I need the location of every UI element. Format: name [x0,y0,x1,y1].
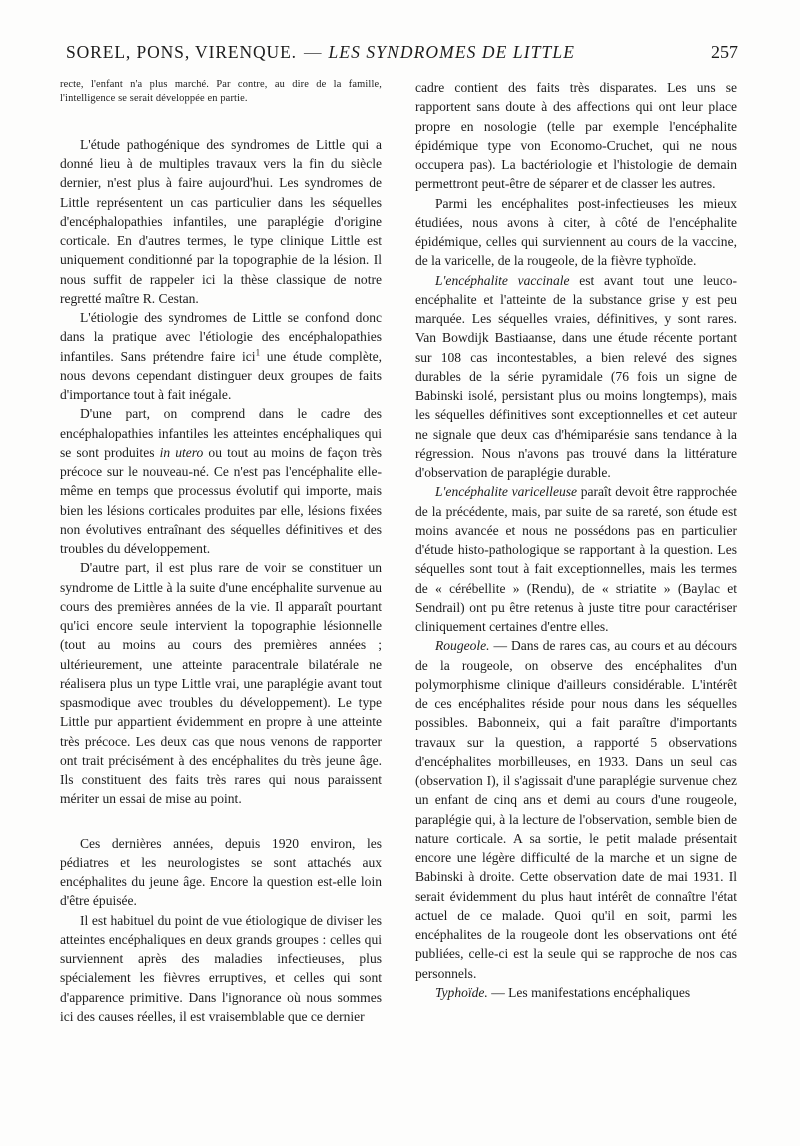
footnote-marker: 1 [255,347,261,358]
page-number: 257 [711,42,738,62]
paragraph-continuation: cadre contient des faits très disparates. Les uns se rapportent sans doute à des affections qui ont leur place propre en nosologie (telle par exemple l'encéphalite épidémique type von Economo-Cruchet, qui ne nous occupera pas). La bactériologie et l'histologie de demain permettront peut-être de séparer et de classer les autres. [415,80,737,192]
paragraph-text: paraît devoit être rapprochée de la précédente, mais, par suite de sa rareté, son étude est moins avancée et nous ne possédons pas en particulier d'étude histo-pathologique se rapportant à la question. Les séquelles sont tout à fait exceptionnelles, mais les termes de « cérébellite » (Rendu), de « striatite » (Baylac et Sendrail) ont pu être retenus à juste titre pour caractériser cliniquement certaines d'entre elles. [415,484,737,634]
paragraph-text: D'une part, on comprend dans le cadre des encéphalopathies infantiles les atteintes encéphaliques qui se sont produites [60,406,382,460]
header-authors: SOREL, PONS, VIRENQUE. [66,42,297,62]
paragraph-second-group: D'autre part, il est plus rare de voir se constituer un syndrome de Little à la suite d'une encéphalite survenue au cours des premières années de la vie. Il apparaît pourtant qu'ici encore seule intervient la topographie lésionnelle (tout au moins au cours des premières années ; ultérieurement, une atteinte paracentrale bilatérale ne réalisera plus un type Little vrai, une paraplégie avant tout spasmodique avec troubles du développement). Le type Little pur appartient évidemment en propre à une atteinte très précoce. Les deux cas que nous venons de rapporter ont trait précisément à des encéphalites du très jeune âge. Ils constituent des faits très rares qui nous paraissent mériter un essai de mise au point. [60,560,382,807]
italic-heading: Typhoïde. [435,984,488,1000]
header-title: LES SYNDROMES DE LITTLE [328,42,575,62]
italic-heading: L'encéphalite varicelleuse [435,484,578,500]
paragraph-recent-years: Ces dernières années, depuis 1920 environ, les pédiatres et les neurologistes se sont attachés aux encéphalites du jeune âge. Encore la question est-elle loin d'être épuisée. [60,835,382,909]
paragraph-first-group [60,404,382,558]
case-report-continuation: recte, l'enfant n'a plus marché. Par contre, au dire de la famille, l'intelligence se serait développée en partie. [60,79,382,105]
paragraph-text: — Les manifestations encéphaliques [487,984,691,1000]
paragraph-post-infectious: Parmi les encéphalites post-infectieuses les mieux étudiées, nous avons à citer, à côté de l'encéphalite épidémique, celles qui surviennent au cours de la vaccine, de la varicelle, de la rougeole, de la fièvre typhoïde. [415,195,737,269]
header-separator: — [303,42,322,62]
paragraph-text: L'étiologie des syndromes de Little se confond donc dans la pratique avec l'étiologie des encéphalopathies infantiles. Sans prétendre faire ici [60,310,382,364]
left-column [60,78,382,1026]
italic-term: in utero [159,444,204,460]
paragraph-text: ou tout au moins de façon très précoce sur le nouveau-né. Ce n'est pas l'encéphalite elle-même en temps que processus évolutif qui importe, mais bien les lésions corticales produites par elle, lésions fixées non évolutives entraînant des séquelles définitives et des troubles du développement. [60,444,382,557]
italic-heading: L'encéphalite vaccinale [435,272,570,288]
paragraph-typhoid [415,983,737,1002]
paragraph-vaccinal [415,271,737,483]
running-header [66,42,738,72]
paragraph-text: une étude complète, nous devons cependant distinguer deux groupes de faits d'importance tout à fait inégale. [60,348,382,403]
italic-heading: Rougeole. [435,638,490,654]
paragraph-text: est avant tout une leuco-encéphalite et l'atteinte de la substance grise y est peu marquée. Les séquelles vraies, définitives, y sont rares. Van Bowdijk Bastiaanse, dans une étude récente portant sur 108 cas incontestables, a bien relevé des signes durables de la série pyramidale (76 fois un signe de Babinski isolé, persistant plus ou moins longtemps), mais les séquelles définitives sont exceptionnelles et cet auteur ne signale que deux cas d'hémiparésie sans tendance à la régression. Nous n'avons pas trouvé dans la littérature d'observation de paraplégie durable. [415,272,737,480]
paragraph-pathogeny: L'étude pathogénique des syndromes de Little qui a donné lieu à de multiples travaux vers la fin du siècle dernier, n'est plus à faire aujourd'hui. Les syndromes de Little représentent un cas particulier dans les séquelles d'encéphalopathies infantiles, une paraplégie d'origine corticale. En d'autres termes, le type clinique Little est uniquement conditionné par la topographie de la lésion. Il nous suffit de rappeler ici la thèse classique de notre regretté maître R. Cestan. [60,136,382,306]
paragraph-measles [415,636,737,983]
right-column [415,78,737,1002]
paragraph-text: — Dans de rares cas, au cours et au décours de la rougeole, on observe des encéphalites d'un polymorphisme clinique d'ailleurs considérable. L'intérêt de ces encéphalites réside pour nous dans les séquelles possibles. Babonneix, qui a fait paraître d'importants travaux sur la question, a rapporté 5 observations d'encéphalites morbilleuses, en 1933. Dans un seul cas (observation I), il s'agissait d'une paraplégie survenue chez un enfant de cinq ans et demi au cours d'une rougeole, paraplégie qui, à la lecture de l'observation, semble bien de nature corticale. A sa sortie, le petit malade présentait encore une légère difficulté de la marche et un signe de Babinski à droite. Cette observation date de mai 1931. Il serait évidemment du plus haut intérêt de connaître l'état actuel de ce malade. Quoi qu'il en soit, parmi les encéphalites de la rougeole dont les observations ont été publiées, celle-ci est la seule qui se rapproche de nos cas personnels. [415,638,737,981]
paragraph-etiology [60,308,382,404]
paragraph-classification: Il est habituel du point de vue étiologique de diviser les atteintes encéphaliques en deux grands groupes : celles qui surviennent après des maladies infectieuses, plus spécialement les fièvres erruptives, et celles qui sont d'apparence primitive. Dans l'ignorance où nous sommes ici des causes réelles, il est vraisemblable que ce dernier [60,912,382,1024]
paragraph-varicella [415,482,737,636]
